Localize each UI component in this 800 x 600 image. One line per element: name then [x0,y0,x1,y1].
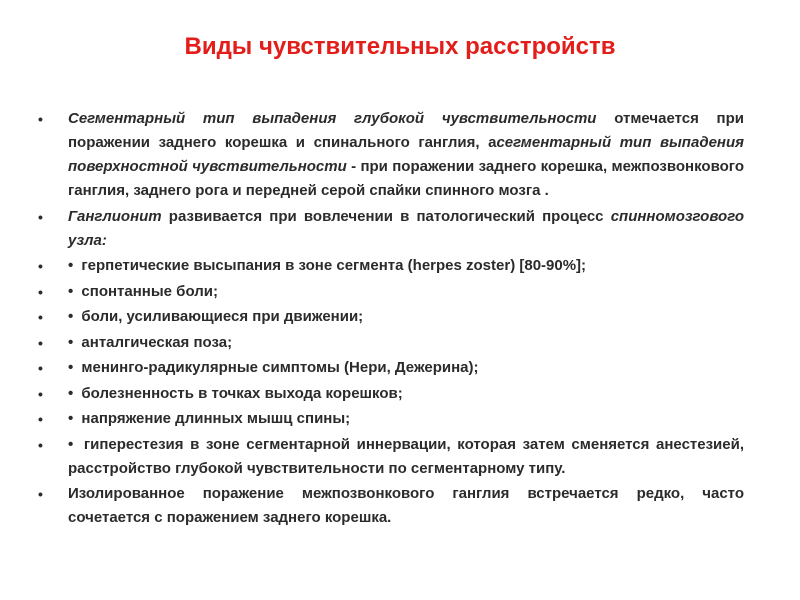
inline-bullet-prefix: • [68,282,78,300]
italic-term: спинномозгового узла: [68,207,744,249]
bullet-text: - при поражении заднего корешка, межпозвонкового ганглия, заднего рога и передней серой спайки спинного мозга . [68,158,744,199]
bullet-marker: • [38,334,43,351]
bullet-list [36,107,744,532]
inline-bullet-prefix: • [68,359,78,376]
inline-bullet-prefix: • [68,410,78,427]
bullet-marker: • [38,309,43,325]
italic-term: Сегментарный тип выпадения глубокой чувствительности [68,110,597,127]
bullet-marker: • [38,283,43,300]
bullet-text: гиперестезия в зоне сегментарной иннервации, которая затем сменяется анестезией, расстройство глубокой чувствительности по сегментарному типу. [68,435,745,477]
bullet-item [36,482,744,530]
bullet-marker: • [38,385,43,402]
italic-term: Ганглионит [68,207,162,225]
bullet-item [36,331,744,355]
bullet-item [36,305,744,329]
bullet-marker: • [38,486,43,502]
bullet-item [36,254,744,278]
bullet-text: герпетические высыпания в зоне сегмента (herpes zoster) [80-90%]; [81,257,587,274]
inline-bullet-prefix: • [68,308,78,325]
bullet-item [36,107,744,203]
bullet-text: менинго-радикулярные симптомы (Нери, Дежерина); [81,359,479,376]
bullet-text: развивается при вовлечении в патологический процесс [161,207,611,225]
bullet-text: Изолированное поражение межпозвонкового ганглия встречается редко, часто сочетается с поражением заднего корешка. [68,485,744,526]
slide-title: Виды чувствительных расстройств [184,33,616,60]
bullet-text: боли, усиливающиеся при движении; [81,308,364,325]
bullet-text: анталгическая поза; [81,333,233,351]
bullet-text: напряжение длинных мышц спины; [81,410,351,427]
bullet-text: болезненность в точках выхода корешков; [81,384,403,402]
bullet-text: отмечается при поражении заднего корешка и спинального ганглия, а [68,110,744,151]
bullet-item [36,356,744,380]
bullet-marker: • [38,436,43,453]
bullet-marker: • [38,111,43,127]
bullet-item [36,205,744,253]
bullet-marker: • [38,208,43,225]
bullet-item [36,280,744,304]
bullet-item [36,407,744,431]
inline-bullet-prefix: • [68,257,78,274]
italic-term: сегментарный тип выпадения поверхностной чувствительности [68,134,744,175]
inline-bullet-prefix: • [68,333,78,351]
bullet-item [36,382,744,406]
bullet-item [36,433,744,481]
bullet-marker: • [38,411,43,427]
inline-bullet-prefix: • [68,384,78,402]
bullet-marker: • [38,360,43,376]
bullet-marker: • [38,258,43,274]
bullet-text: спонтанные боли; [81,282,218,300]
inline-bullet-prefix: • [68,435,80,453]
